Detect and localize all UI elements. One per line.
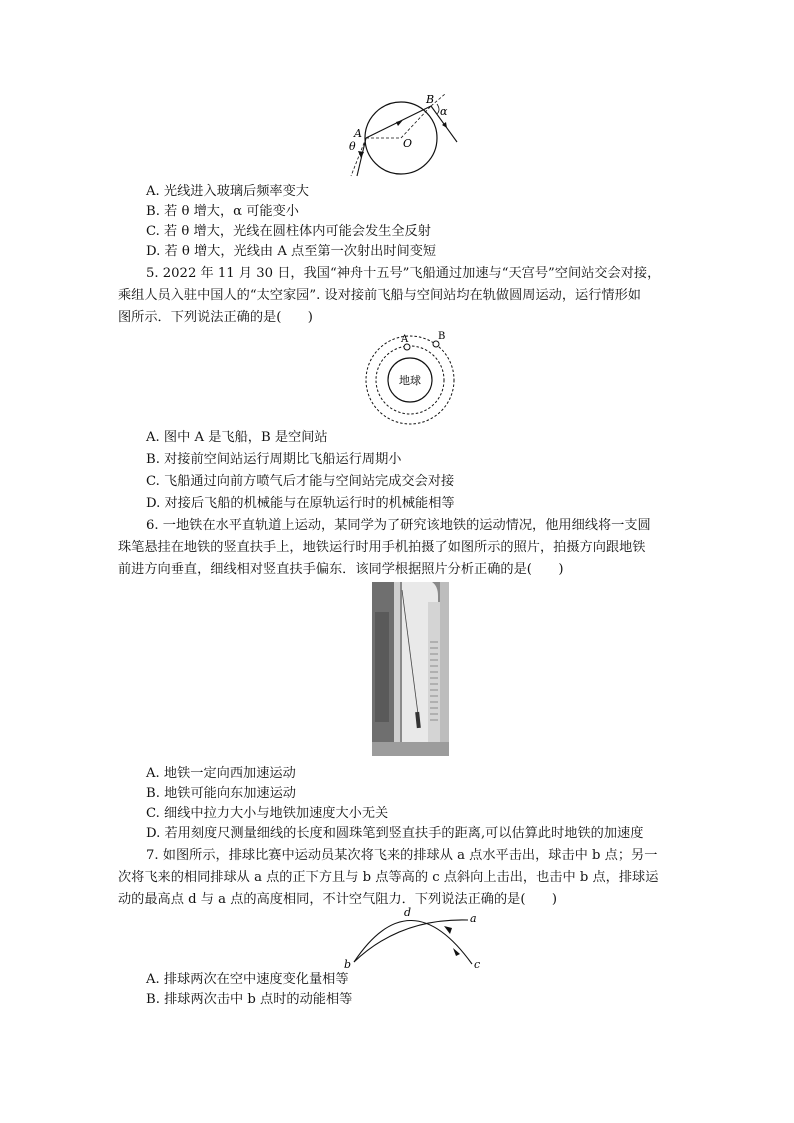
- q7-stem-line3: 动的最高点 d 与 a 点的高度相同，不计空气阻力．下列说法正确的是( ): [118, 892, 557, 907]
- glass-cylinder-figure: [345, 94, 460, 180]
- q6-option-d: D. 若用刻度尺测量细线的长度和圆珠笔到竖直扶手的距离,可以估算此时地铁的加速度: [146, 826, 644, 841]
- subway-handrail-photo: [372, 582, 449, 756]
- q4-option-d: D. 若 θ 增大，光线由 A 点至第一次射出时间变短: [146, 244, 437, 259]
- q7-stem-line2: 次将飞来的相同排球从 a 点的正下方且与 b 点等高的 c 点斜向上击出，也击中 b 点，排球运: [118, 870, 659, 885]
- label-alpha: α: [440, 105, 448, 118]
- earth-label: 地球: [399, 374, 421, 387]
- q6-stem-line2: 珠笔悬挂在地铁的竖直扶手上，地铁运行时用手机拍摄了如图所示的照片，拍摄方向跟地铁: [118, 540, 646, 555]
- q4-option-a: A. 光线进入玻璃后频率变大: [146, 184, 309, 199]
- point-d-label: d: [404, 906, 412, 919]
- q7-option-b: B. 排球两次击中 b 点时的动能相等: [146, 992, 353, 1007]
- q5-option-c: C. 飞船通过向前方喷气后才能与空间站完成交会对接: [146, 474, 455, 489]
- label-b: B: [426, 94, 435, 106]
- q6-option-c: C. 细线中拉力大小与地铁加速度大小无关: [146, 806, 389, 821]
- q5-option-a: A. 图中 A 是飞船，B 是空间站: [146, 430, 328, 445]
- point-a-label: a: [470, 912, 477, 925]
- label-theta: θ: [349, 140, 356, 153]
- q7-option-a: A. 排球两次在空中速度变化量相等: [146, 972, 349, 987]
- point-b-label: B: [438, 331, 446, 342]
- label-o: O: [403, 137, 413, 150]
- q6-stem-line1: 6. 一地铁在水平直轨道上运动，某同学为了研究该地铁的运动情况，他用细线将一支圆: [146, 518, 651, 533]
- q5-stem-line1: 5. 2022 年 11 月 30 日，我国“神舟十五号”飞船通过加速与“天宫号”空间站交会对接，: [146, 266, 661, 281]
- point-b-label: b: [344, 958, 352, 970]
- q5-option-d: D. 对接后飞船的机械能与在原轨运行时的机械能相等: [146, 496, 455, 511]
- q6-option-a: A. 地铁一定向西加速运动: [146, 766, 296, 781]
- q5-option-b: B. 对接前空间站运行周期比飞船运行周期小: [146, 452, 402, 467]
- point-a-label: A: [401, 334, 409, 345]
- q4-option-b: B. 若 θ 增大，α 可能变小: [146, 204, 299, 219]
- q6-option-b: B. 地铁可能向东加速运动: [146, 786, 296, 801]
- q7-stem-line1: 7. 如图所示，排球比赛中运动员某次将飞来的排球从 a 点水平击出，球击中 b 点；另一: [146, 848, 658, 863]
- q6-stem-line3: 前进方向垂直，细线相对竖直扶手偏东．该同学根据照片分析正确的是( ): [118, 562, 564, 577]
- q5-stem-line2: 乘组人员入驻中国人的“太空家园”. 设对接前飞船与空间站均在轨做圆周运动，运行情形如: [118, 288, 641, 303]
- q5-stem-line3: 图所示．下列说法正确的是( ): [118, 310, 313, 325]
- q4-option-c: C. 若 θ 增大，光线在圆柱体内可能会发生全反射: [146, 224, 431, 239]
- orbit-figure: [360, 330, 460, 426]
- point-c-label: c: [474, 958, 481, 970]
- label-a: A: [354, 127, 362, 140]
- volleyball-trajectory-figure: [340, 906, 490, 970]
